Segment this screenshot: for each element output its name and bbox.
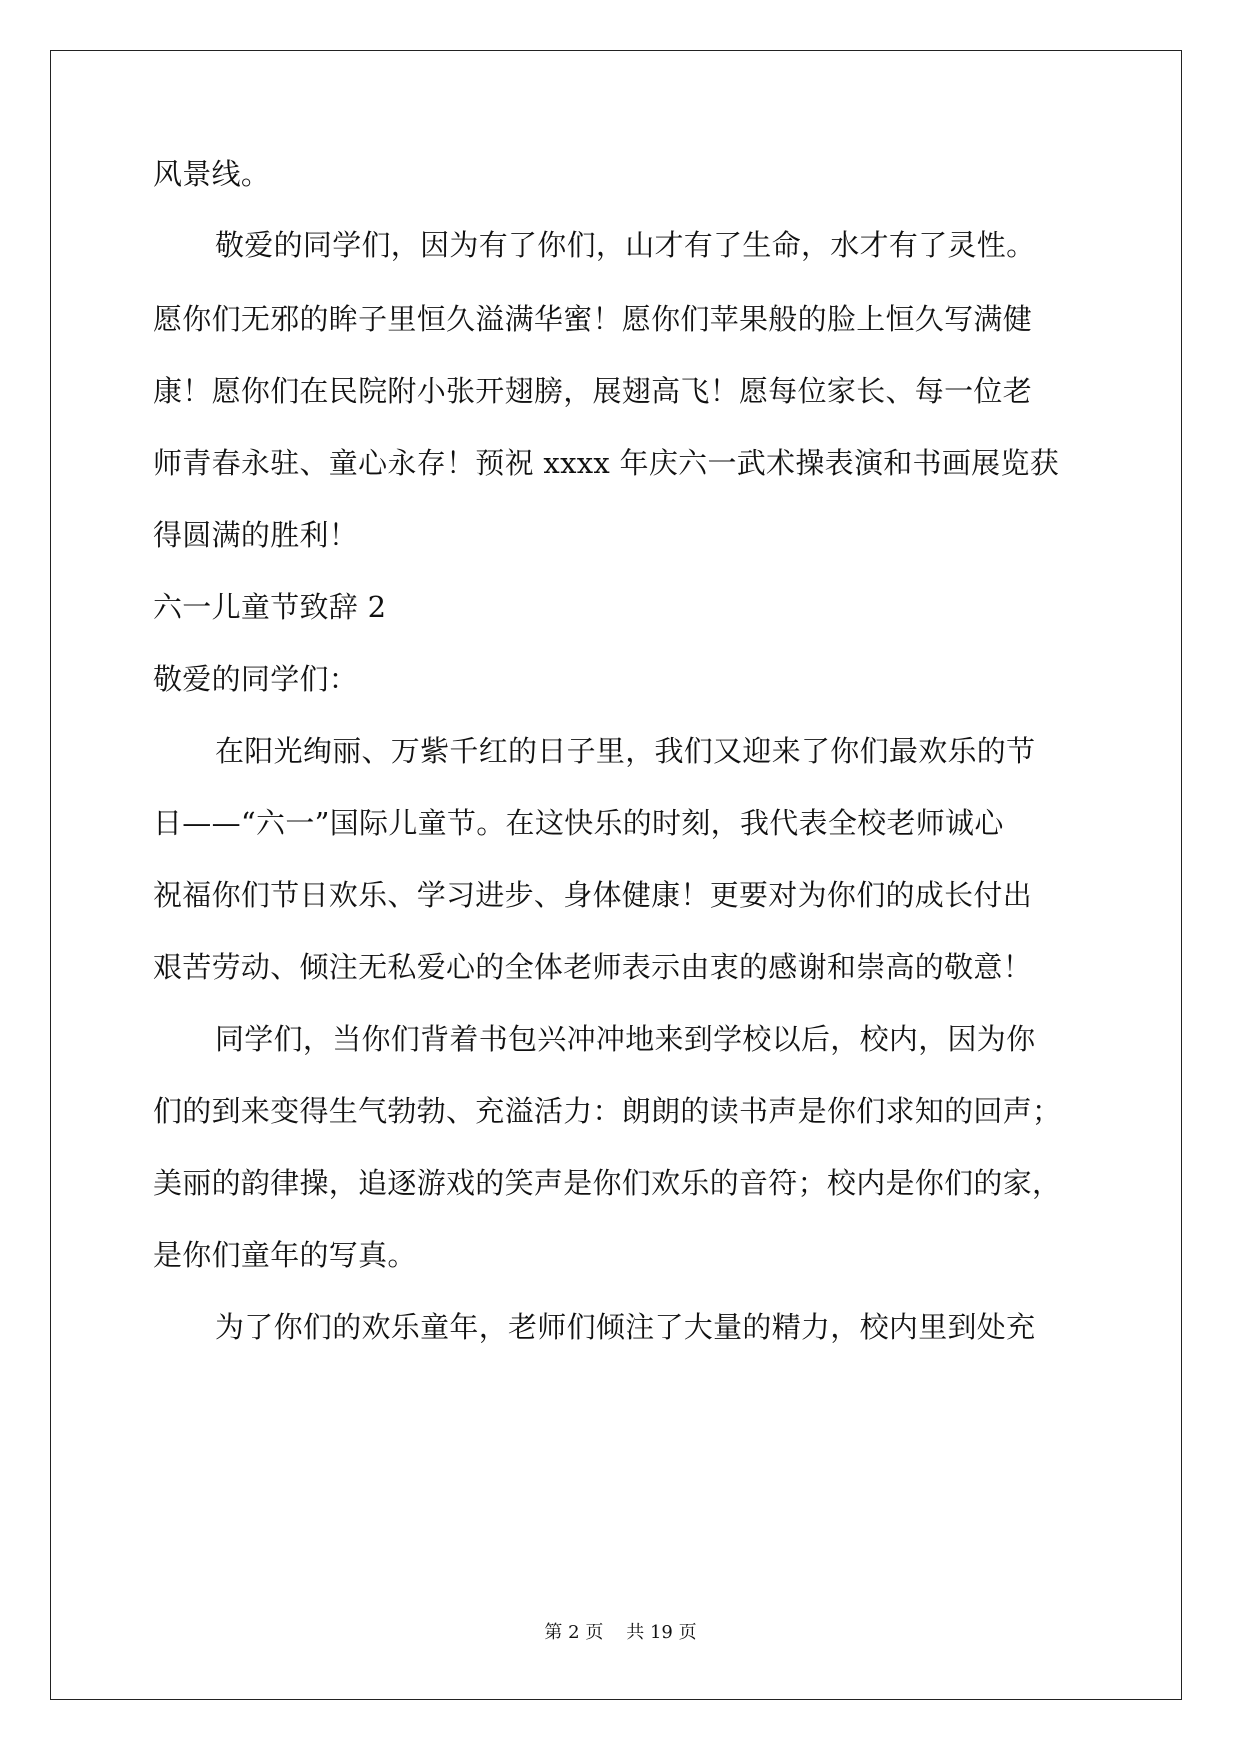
text-line: 祝福你们节日欢乐、学习进步、身体健康！更要对为你们的成长付出: [153, 878, 1033, 912]
page-total: 共 19 页: [626, 1622, 697, 1643]
text-line: 艰苦劳动、倾注无私爱心的全体老师表示由衷的感谢和崇高的敬意！: [153, 950, 1033, 984]
paragraph-line: 在阳光绚丽、万紫千红的日子里，我们又迎来了你们最欢乐的节: [215, 734, 1036, 768]
page-border: [50, 50, 1182, 1700]
text-line: 得圆满的胜利！: [153, 518, 359, 552]
text-line: 们的到来变得生气勃勃、充溢活力：朗朗的读书声是你们求知的回声；: [153, 1094, 1062, 1128]
page-number: 第 2 页: [544, 1622, 604, 1643]
paragraph-line: 敬爱的同学们，因为有了你们，山才有了生命，水才有了灵性。: [215, 228, 1036, 262]
text-line: 愿你们无邪的眸子里恒久溢满华蜜！愿你们苹果般的脸上恒久写满健: [153, 302, 1033, 336]
page-footer: [0, 1622, 1241, 1644]
text-line: 师青春永驻、童心永存！预祝 xxxx 年庆六一武术操表演和书画展览获: [153, 446, 1060, 480]
text-line: 日——“六一”国际儿童节。在这快乐的时刻，我代表全校老师诚心: [153, 806, 1004, 840]
section-heading: 六一儿童节致辞 2: [153, 590, 387, 624]
paragraph-line: 同学们，当你们背着书包兴冲冲地来到学校以后，校内，因为你: [215, 1022, 1036, 1056]
text-line: 康！愿你们在民院附小张开翅膀，展翅高飞！愿每位家长、每一位老: [153, 374, 1033, 408]
text-line: 美丽的韵律操，追逐游戏的笑声是你们欢乐的音符；校内是你们的家，: [153, 1166, 1062, 1200]
text-line: 是你们童年的写真。: [153, 1238, 417, 1272]
salutation: 敬爱的同学们：: [153, 662, 359, 696]
paragraph-line: 为了你们的欢乐童年，老师们倾注了大量的精力，校内里到处充: [215, 1310, 1036, 1344]
text-line: 风景线。: [153, 157, 271, 191]
